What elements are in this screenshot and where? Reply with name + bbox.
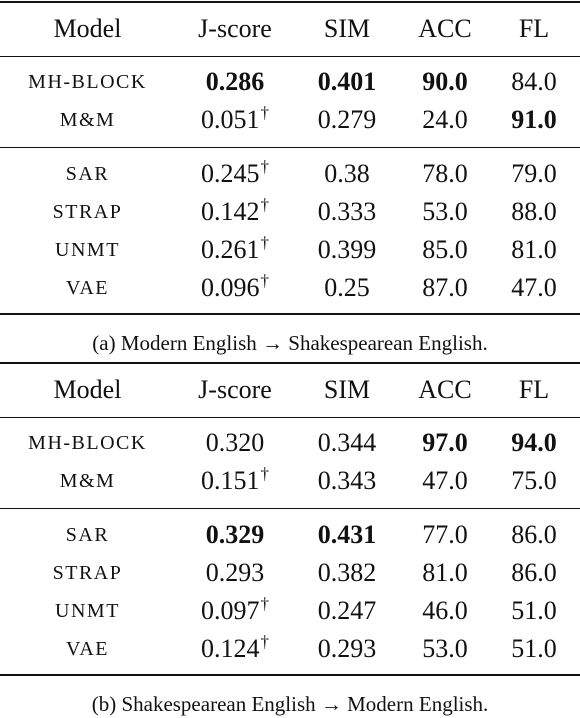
model-name-cell-value: STRAP bbox=[52, 201, 123, 223]
acc-cell bbox=[404, 102, 486, 138]
table-row bbox=[0, 631, 580, 667]
jscore-cell-value: 0.151 bbox=[201, 466, 260, 495]
jscore-cell-value: 0.245 bbox=[201, 159, 260, 188]
fl-cell-value: 51.0 bbox=[511, 634, 557, 663]
acc-cell-value: 53.0 bbox=[422, 197, 468, 226]
acc-cell bbox=[404, 593, 486, 629]
fl-cell bbox=[492, 102, 576, 138]
header-rule bbox=[0, 417, 580, 418]
jscore-cell bbox=[180, 102, 290, 138]
acc-cell-value: 81.0 bbox=[422, 558, 468, 587]
jscore-cell-value: 0.142 bbox=[201, 197, 260, 226]
acc-cell-value: 53.0 bbox=[422, 634, 468, 663]
model-name-cell bbox=[10, 631, 165, 667]
model-name-cell-value: M&M bbox=[59, 470, 116, 492]
model-name-cell-value: SAR bbox=[65, 163, 110, 185]
header-model: Model bbox=[53, 14, 122, 43]
table-row bbox=[0, 194, 580, 230]
model-name-cell-value: UNMT bbox=[55, 239, 120, 261]
sim-cell bbox=[298, 463, 396, 499]
model-name-cell bbox=[10, 270, 165, 306]
fl-cell bbox=[492, 463, 576, 499]
significance-dagger: † bbox=[260, 594, 269, 613]
sim-cell-value: 0.399 bbox=[317, 235, 377, 264]
header-jscore: J-score bbox=[198, 14, 272, 43]
bottom-rule bbox=[0, 313, 580, 315]
header-sim: SIM bbox=[323, 375, 371, 404]
sim-cell bbox=[298, 425, 396, 461]
group-rule bbox=[0, 147, 580, 148]
jscore-cell-value: 0.320 bbox=[205, 428, 265, 457]
fl-cell-value: 51.0 bbox=[511, 596, 557, 625]
header-rule bbox=[0, 56, 580, 57]
sim-cell bbox=[298, 517, 396, 553]
fl-cell-value: 86.0 bbox=[511, 558, 557, 587]
jscore-cell bbox=[180, 270, 290, 306]
jscore-cell-value: 0.124 bbox=[201, 634, 260, 663]
top-rule bbox=[0, 362, 580, 364]
sim-cell bbox=[298, 64, 396, 100]
fl-cell-value: 86.0 bbox=[511, 520, 557, 549]
table-caption: (a) Modern English → Shakespearean English. bbox=[92, 331, 488, 355]
header-row bbox=[0, 11, 580, 47]
jscore-cell-value: 0.097 bbox=[201, 596, 260, 625]
model-name-cell bbox=[10, 102, 165, 138]
model-name-cell bbox=[10, 64, 165, 100]
table-row bbox=[0, 555, 580, 591]
model-name-cell bbox=[10, 232, 165, 268]
sim-cell-value: 0.279 bbox=[317, 105, 377, 134]
fl-cell-value: 84.0 bbox=[511, 67, 557, 96]
jscore-cell bbox=[180, 194, 290, 230]
acc-cell-value: 24.0 bbox=[422, 105, 468, 134]
header-fl: FL bbox=[518, 375, 550, 404]
header-fl: FL bbox=[518, 14, 550, 43]
fl-cell-value: 91.0 bbox=[511, 105, 557, 134]
jscore-cell bbox=[180, 555, 290, 591]
sim-cell-value: 0.401 bbox=[317, 67, 377, 96]
top-rule bbox=[0, 1, 580, 3]
model-name-cell-value: M&M bbox=[59, 109, 116, 131]
acc-cell bbox=[404, 232, 486, 268]
fl-cell-value: 88.0 bbox=[511, 197, 557, 226]
acc-cell bbox=[404, 517, 486, 553]
significance-dagger: † bbox=[260, 103, 269, 122]
header-acc: ACC bbox=[418, 14, 472, 43]
sim-cell-value: 0.344 bbox=[317, 428, 377, 457]
fl-cell bbox=[492, 425, 576, 461]
model-name-cell bbox=[10, 425, 165, 461]
model-name-cell-value: VAE bbox=[65, 277, 110, 299]
model-name-cell bbox=[10, 194, 165, 230]
jscore-cell bbox=[180, 631, 290, 667]
table-row bbox=[0, 463, 580, 499]
significance-dagger: † bbox=[260, 195, 269, 214]
acc-cell-value: 47.0 bbox=[422, 466, 468, 495]
sim-cell bbox=[298, 102, 396, 138]
acc-cell-value: 87.0 bbox=[422, 273, 468, 302]
model-name-cell bbox=[10, 463, 165, 499]
acc-cell bbox=[404, 631, 486, 667]
model-name-cell-value: MH-BLOCK bbox=[28, 432, 147, 454]
jscore-cell-value: 0.293 bbox=[205, 558, 265, 587]
fl-cell-value: 47.0 bbox=[511, 273, 557, 302]
acc-cell-value: 90.0 bbox=[422, 67, 468, 96]
fl-cell bbox=[492, 555, 576, 591]
model-name-cell bbox=[10, 156, 165, 192]
acc-cell bbox=[404, 270, 486, 306]
group-rule bbox=[0, 508, 580, 509]
acc-cell bbox=[404, 64, 486, 100]
significance-dagger: † bbox=[260, 632, 269, 651]
acc-cell-value: 85.0 bbox=[422, 235, 468, 264]
sim-cell-value: 0.38 bbox=[324, 159, 370, 188]
table-row bbox=[0, 593, 580, 629]
header-model: Model bbox=[53, 375, 122, 404]
model-name-cell-value: UNMT bbox=[55, 600, 120, 622]
jscore-cell bbox=[180, 517, 290, 553]
jscore-cell-value: 0.261 bbox=[201, 235, 260, 264]
fl-cell bbox=[492, 156, 576, 192]
jscore-cell bbox=[180, 463, 290, 499]
acc-cell bbox=[404, 425, 486, 461]
model-name-cell bbox=[10, 593, 165, 629]
fl-cell bbox=[492, 232, 576, 268]
sim-cell-value: 0.431 bbox=[317, 520, 377, 549]
sim-cell bbox=[298, 156, 396, 192]
fl-cell bbox=[492, 517, 576, 553]
header-acc: ACC bbox=[418, 375, 472, 404]
acc-cell bbox=[404, 194, 486, 230]
fl-cell-value: 81.0 bbox=[511, 235, 557, 264]
sim-cell bbox=[298, 631, 396, 667]
sim-cell-value: 0.247 bbox=[317, 596, 377, 625]
sim-cell-value: 0.25 bbox=[324, 273, 370, 302]
table-row bbox=[0, 425, 580, 461]
sim-cell-value: 0.343 bbox=[317, 466, 377, 495]
header-jscore: J-score bbox=[198, 375, 272, 404]
sim-cell bbox=[298, 232, 396, 268]
acc-cell-value: 78.0 bbox=[422, 159, 468, 188]
jscore-cell bbox=[180, 156, 290, 192]
sim-cell bbox=[298, 194, 396, 230]
table-row bbox=[0, 64, 580, 100]
table-caption: (b) Shakespearean English → Modern English. bbox=[91, 692, 489, 716]
model-name-cell bbox=[10, 517, 165, 553]
jscore-cell-value: 0.286 bbox=[205, 67, 265, 96]
model-name-cell-value: MH-BLOCK bbox=[28, 71, 147, 93]
jscore-cell-value: 0.329 bbox=[205, 520, 265, 549]
sim-cell bbox=[298, 555, 396, 591]
acc-cell-value: 97.0 bbox=[422, 428, 468, 457]
table-row bbox=[0, 270, 580, 306]
jscore-cell bbox=[180, 593, 290, 629]
jscore-cell bbox=[180, 64, 290, 100]
sim-cell-value: 0.333 bbox=[317, 197, 377, 226]
sim-cell-value: 0.293 bbox=[317, 634, 377, 663]
fl-cell bbox=[492, 64, 576, 100]
fl-cell-value: 79.0 bbox=[511, 159, 557, 188]
bottom-rule bbox=[0, 674, 580, 676]
acc-cell-value: 77.0 bbox=[422, 520, 468, 549]
acc-cell bbox=[404, 463, 486, 499]
fl-cell bbox=[492, 631, 576, 667]
significance-dagger: † bbox=[260, 233, 269, 252]
model-name-cell-value: STRAP bbox=[52, 562, 123, 584]
header-sim: SIM bbox=[323, 14, 371, 43]
table-row bbox=[0, 232, 580, 268]
model-name-cell-value: SAR bbox=[65, 524, 110, 546]
jscore-cell bbox=[180, 425, 290, 461]
jscore-cell bbox=[180, 232, 290, 268]
acc-cell bbox=[404, 555, 486, 591]
model-name-cell bbox=[10, 555, 165, 591]
fl-cell bbox=[492, 194, 576, 230]
acc-cell bbox=[404, 156, 486, 192]
jscore-cell-value: 0.051 bbox=[201, 105, 260, 134]
fl-cell bbox=[492, 593, 576, 629]
table-row bbox=[0, 102, 580, 138]
sim-cell bbox=[298, 593, 396, 629]
table-row bbox=[0, 156, 580, 192]
significance-dagger: † bbox=[260, 157, 269, 176]
fl-cell-value: 94.0 bbox=[511, 428, 557, 457]
fl-cell-value: 75.0 bbox=[511, 466, 557, 495]
acc-cell-value: 46.0 bbox=[422, 596, 468, 625]
sim-cell-value: 0.382 bbox=[317, 558, 377, 587]
model-name-cell-value: VAE bbox=[65, 638, 110, 660]
significance-dagger: † bbox=[260, 464, 269, 483]
table-row bbox=[0, 517, 580, 553]
sim-cell bbox=[298, 270, 396, 306]
significance-dagger: † bbox=[260, 271, 269, 290]
fl-cell bbox=[492, 270, 576, 306]
header-row bbox=[0, 372, 580, 408]
jscore-cell-value: 0.096 bbox=[201, 273, 260, 302]
